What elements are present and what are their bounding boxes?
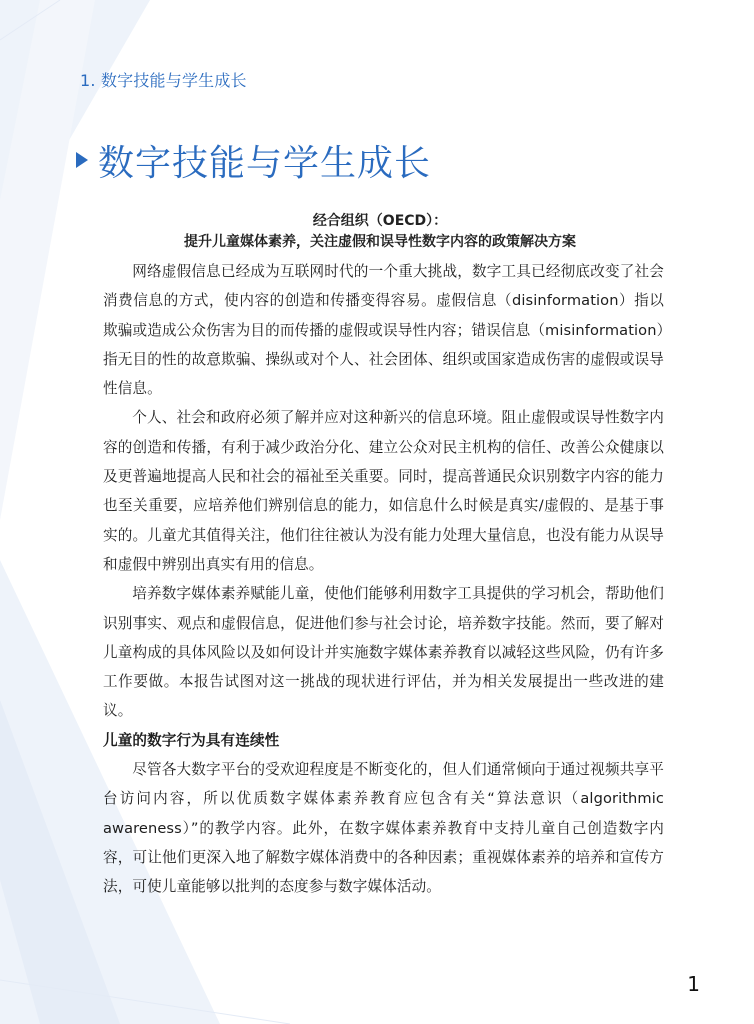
- triangle-bullet-icon: [76, 152, 88, 168]
- chapter-title: [76, 136, 431, 184]
- running-header: 1. 数字技能与学生成长: [80, 71, 247, 90]
- chapter-title-text: 数字技能与学生成长: [98, 142, 432, 184]
- subheading: 儿童的数字行为具有连续性: [103, 731, 280, 749]
- paragraph: 尽管各大数字平台的受欢迎程度是不断变化的，但人们通常倾向于通过视频共享平台访问内容，所以优质数字媒体素养教育应包含有关“算法意识（algorithmic awareness）”的教学内容。此外，在数字媒体素养教育中支持儿童自己创造数字内容，可让他们更深入地了解数字媒体消费中的各种因素；重视媒体素养的培养和宣传方法，可使儿童能够以批判的态度参与数字媒体活动。: [103, 761, 664, 896]
- paragraph: 网络虚假信息已经成为互联网时代的一个重大挑战，数字工具已经彻底改变了社会消费信息的方式，使内容的创造和传播变得容易。虚假信息（disinformation）指以欺骗或造成公众伤害为目的而传播的虚假或误导性内容；错误信息（misinformation）指无目的性的故意欺骗、操纵或对个人、社会团体、组织或国家造成伤害的虚假或误导性信息。: [103, 263, 664, 398]
- paragraph: 个人、社会和政府必须了解并应对这种新兴的信息环境。阻止虚假或误导性数字内容的创造和传播，有利于减少政治分化、建立公众对民主机构的信任、改善公众健康以及更普遍地提高人民和社会的福祉至关重要。同时，提高普通民众识别数字内容的能力也至关重要，应培养他们辨别信息的能力，如信息什么时候是真实/虚假的、是基于事实的。儿童尤其值得关注，他们往往被认为没有能力处理大量信息，也没有能力从误导和虚假中辨别出真实有用的信息。: [103, 409, 664, 573]
- body-text: [103, 257, 664, 902]
- section-heading-line1: 经合组织（OECD）：: [312, 213, 448, 229]
- page-number: 1: [687, 972, 700, 996]
- section-heading-line2: 提升儿童媒体素养，关注虚假和误导性数字内容的政策解决方案: [184, 234, 576, 250]
- paragraph: 培养数字媒体素养赋能儿童，使他们能够利用数字工具提供的学习机会，帮助他们识别事实、观点和虚假信息，促进他们参与社会讨论，培养数字技能。然而，要了解对儿童构成的具体风险以及如何设计并实施数字媒体素养教育以减轻这些风险，仍有许多工作要做。本报告试图对这一挑战的现状进行评估，并为相关发展提出一些改进的建议。: [103, 585, 664, 720]
